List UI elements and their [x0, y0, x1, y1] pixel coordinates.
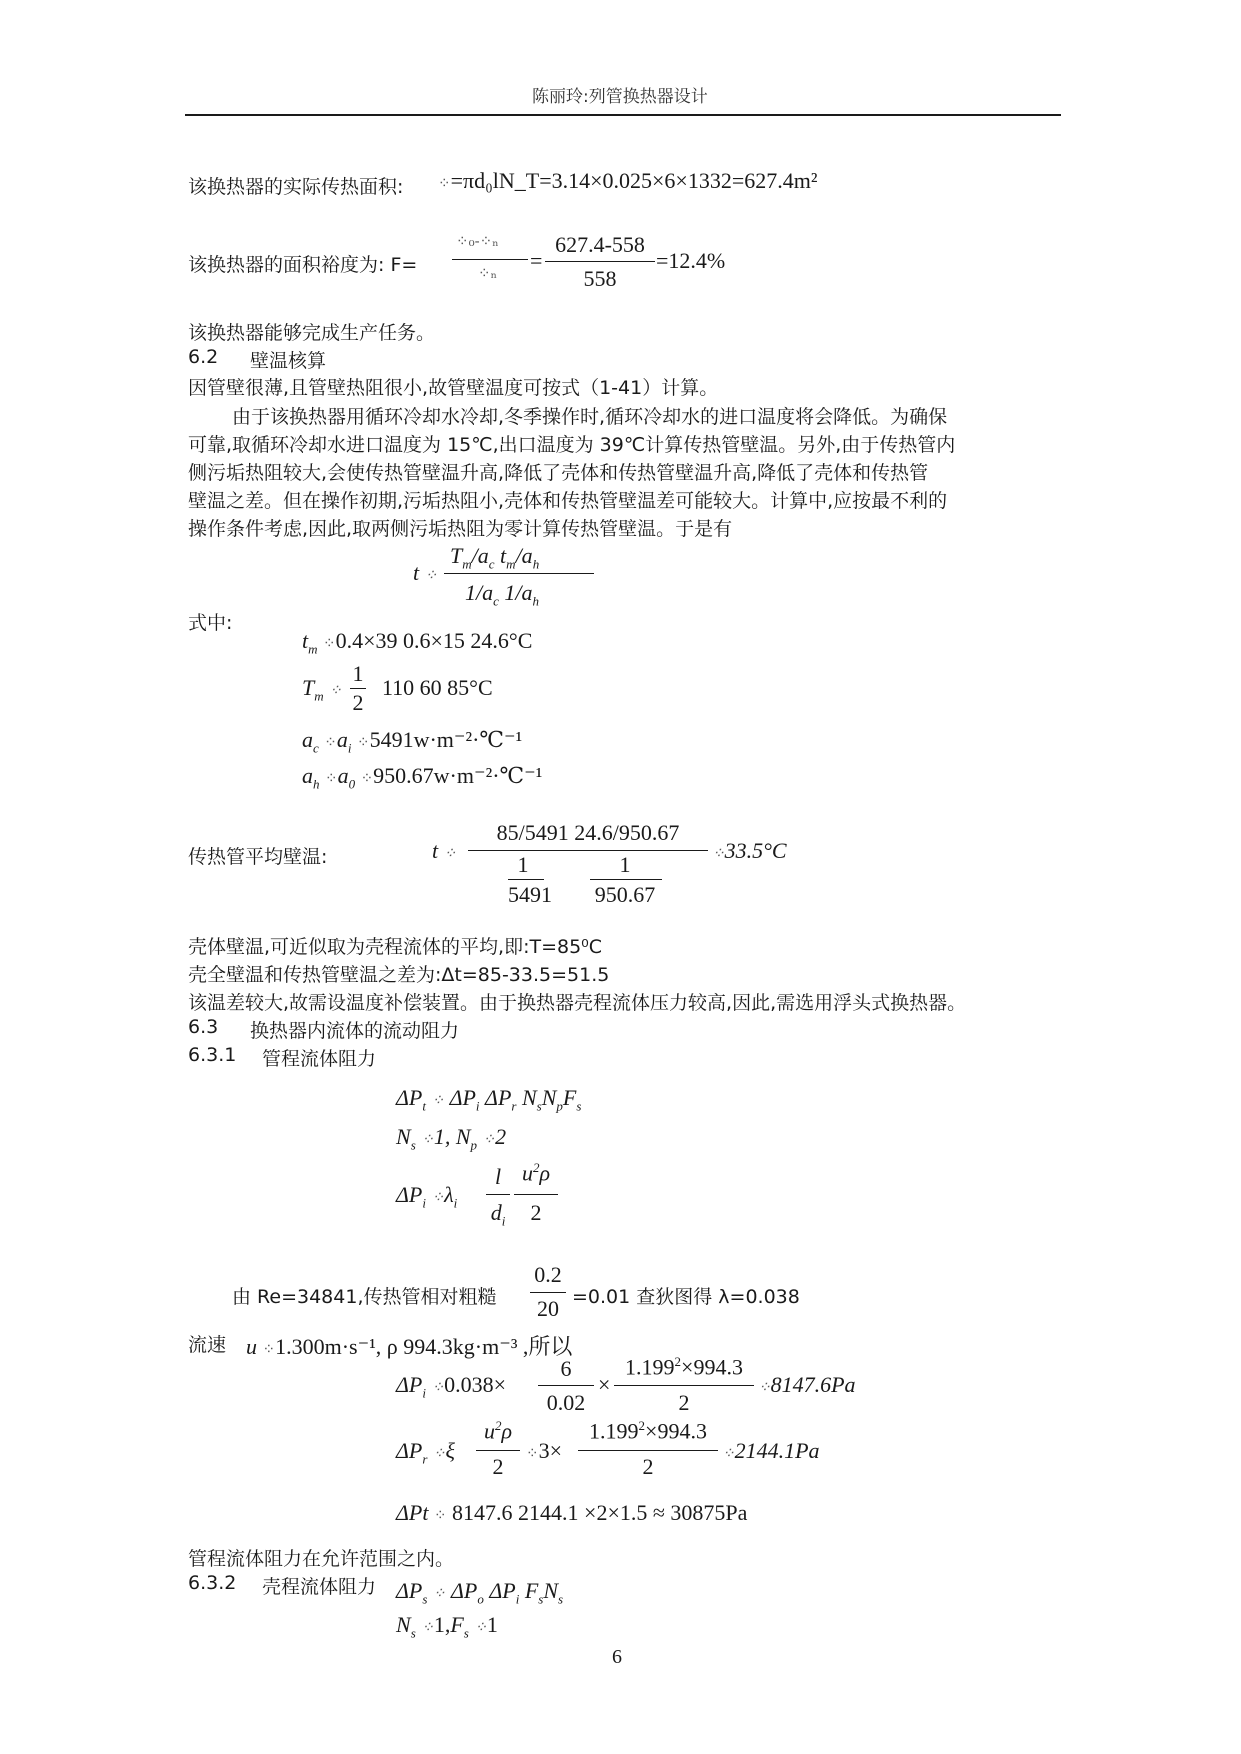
- eq-dPr-result-text: 2144.1Pa: [734, 1438, 820, 1463]
- avg-wall-temp-label: 传热管平均壁温:: [188, 846, 328, 868]
- eq-dPi-calc-result-text: 8147.6Pa: [770, 1372, 856, 1397]
- section-6-3-1-title: 管程流体阻力: [262, 1048, 377, 1070]
- eq-dPr-result: ⁘2144.1Pa: [722, 1438, 820, 1463]
- eq-dPi-calc-002: 0.02: [546, 1390, 586, 1415]
- eq-dPr-u2rho: $u^2\rho$: [483, 1418, 513, 1444]
- margin-eq-sign: =: [530, 248, 543, 273]
- avg-wall-den-b: 950.67: [594, 882, 656, 907]
- section-6-2-p1: 因管壁很薄,且管壁热阻很小,故管壁温度可按式（1-41）计算。: [188, 377, 719, 399]
- wall-temp-formula-lhs: t ⁘: [413, 560, 438, 585]
- section-6-2-title: 壁温核算: [250, 350, 327, 372]
- avg-wall-frac-bar: [468, 850, 708, 851]
- section-6-2-p2-line-5: 操作条件考虑,因此,取两侧污垢热阻为零计算传热管壁温。于是有: [188, 518, 733, 540]
- margin-frac-bar: [545, 261, 655, 262]
- eq-dPr-bar1: [476, 1450, 520, 1451]
- margin-numerator: 627.4-558: [555, 232, 645, 257]
- eq-dPi-u2rho: $u^2\rho$: [521, 1160, 551, 1186]
- section-6-2-p2-line-3: 侧污垢热阻较大,会使传热管壁温升高,降低了壳体和传热管壁温升高,降低了壳体和传热管: [188, 462, 929, 484]
- section-6-2-p2-line-2: 可靠,取循环冷却水进口温度为 15℃,出口温度为 39℃计算传热管壁温。另外,由于传热管内: [188, 434, 956, 456]
- section-6-2-p2-line-1: 由于该换热器用循环冷却水冷却,冬季操作时,循环冷却水的进口温度将会降低。为确保: [232, 406, 948, 428]
- eq-Tm-half-den: 2: [352, 690, 364, 715]
- margin-left-frac-bar: [452, 259, 528, 260]
- eq-dPs-general: $\Delta P_s$ ⁘ $\Delta P_o$ $\Delta P_i$ $F_sN_s$: [396, 1578, 564, 1607]
- section-6-2-number: 6.2: [188, 346, 219, 368]
- eq-Ns-Fs: $N_s$ $⁘1,F_s$ ⁘1: [396, 1612, 498, 1641]
- avg-wall-result: ⁘33.5°C: [712, 838, 787, 863]
- eq-dPi-calc-lhs: $\Delta P_i$ ⁘0.038×: [396, 1372, 506, 1401]
- eq-Tm-half-num: 1: [352, 661, 364, 686]
- page-header-title: 陈丽玲:列管换热器设计: [532, 87, 708, 107]
- eq-dPi-calc-times: ×: [598, 1372, 611, 1397]
- avg-wall-den-a: 5491: [508, 882, 552, 907]
- eq-dPr-num: $1.199^2\times 994.3$: [589, 1418, 707, 1444]
- compensation-advice: 该温差较大,故需设温度补偿装置。由于换热器壳程流体压力较高,因此,需选用浮头式换热器。: [188, 992, 967, 1014]
- margin-garbled-num: ⁘₀-⁘ₙ: [456, 232, 499, 250]
- wall-temp-diff: 壳全壁温和传热管壁温之差为:Δt=85-33.5=51.5: [188, 964, 610, 986]
- margin-garbled-den: ⁘ₙ: [478, 264, 498, 282]
- eq-dPr-three: ⁘3×: [526, 1438, 562, 1463]
- eq-dPi-lhs: $\Delta P_i$ $⁘\lambda_i$: [396, 1182, 458, 1211]
- flow-speed-eq-text: 1.300m·s⁻¹, ρ 994.3kg·m⁻³ ,所以: [275, 1334, 573, 1359]
- eq-ah-text: 950.67w·m⁻²·℃⁻¹: [373, 763, 543, 788]
- eq-ac: $a_c$ $⁘a_i$ ⁘5491w·m⁻²·℃⁻¹: [302, 727, 523, 756]
- section-6-2-p2-line-4: 壁温之差。但在操作初期,污垢热阻小,壳体和传热管壁温差可能较大。计算中,应按最不利的: [188, 490, 948, 512]
- section-6-3-2-title: 壳程流体阻力: [262, 1576, 377, 1598]
- area-label: 该换热器的实际传热面积:: [188, 176, 404, 198]
- eq-tm-text: 0.4×39 0.6×15 24.6°C: [335, 628, 533, 653]
- roughness-num: 0.2: [534, 1262, 562, 1287]
- avg-wall-result-text: 33.5°C: [724, 838, 787, 863]
- area-formula: [438, 168, 817, 194]
- eq-dPi-calc-bar2: [614, 1385, 754, 1386]
- roughness-den: 20: [537, 1296, 559, 1321]
- eq-dPi-two: 2: [530, 1200, 542, 1225]
- eq-dPr-two1: 2: [492, 1454, 504, 1479]
- eq-dPi-calc-num: $1.199^2\times 994.3$: [625, 1354, 743, 1380]
- wall-temp-formula-num: $T_m/a_c$ $t_m/a_h$: [450, 543, 540, 572]
- avg-wall-den-bar-a: [508, 879, 544, 880]
- eq-Tm-half-bar: [350, 688, 366, 689]
- avg-wall-den-bar-b: [590, 879, 662, 880]
- margin-result: =12.4%: [656, 248, 726, 273]
- section-6-3-title: 换热器内流体的流动阻力: [250, 1020, 460, 1042]
- eq-ac-text: 5491w·m⁻²·℃⁻¹: [369, 727, 523, 752]
- area-margin-label: 该换热器的面积裕度为: F=: [188, 254, 418, 276]
- tube-resistance-conclusion: 管程流体阻力在允许范围之内。: [188, 1548, 455, 1570]
- avg-wall-den-one-a: 1: [517, 852, 529, 877]
- header-rule: [185, 114, 1061, 116]
- eq-tm: $t_m$ ⁘0.4×39 0.6×15 24.6°C: [302, 628, 533, 657]
- eq-dPi-d: $d_i$: [490, 1200, 506, 1229]
- margin-denominator: 558: [583, 266, 617, 291]
- roughness-bar: [530, 1292, 566, 1293]
- eq-dPi-calc-result: ⁘8147.6Pa: [758, 1372, 856, 1397]
- section-6-3-number: 6.3: [188, 1016, 219, 1038]
- eq-dPt-calc-text: 8147.6 2144.1 ×2×1.5 ≈ 30875Pa: [452, 1500, 748, 1525]
- section-6-3-1-number: 6.3.1: [188, 1044, 237, 1066]
- eq-dPr-two2: 2: [642, 1454, 654, 1479]
- where-label: 式中:: [188, 612, 233, 634]
- area-formula-text: =πd₀lN_T=3.14×0.025×6×1332=627.4m²: [450, 168, 818, 193]
- page-number: 6: [612, 1646, 622, 1668]
- eq-dPi-calc-bar1: [538, 1385, 594, 1386]
- shell-wall-temp: 壳体壁温,可近似取为壳程流体的平均,即:T=85⁰C: [188, 936, 603, 958]
- eq-dPi-l: l: [494, 1164, 502, 1189]
- roughness-tail: =0.01 查狄图得 λ=0.038: [572, 1286, 800, 1308]
- wall-temp-frac-bar: [444, 573, 594, 574]
- eq-dPt-calc: ΔPt ⁘ 8147.6 2144.1 ×2×1.5 ≈ 30875Pa: [396, 1500, 748, 1525]
- wall-temp-formula-den: $1/a_c$ $1/a_h$: [465, 580, 540, 609]
- eq-dPi-u2rho-bar: [514, 1194, 558, 1195]
- flow-speed-eq: u ⁘1.300m·s⁻¹, ρ 994.3kg·m⁻³ ,所以: [246, 1334, 573, 1359]
- section-6-3-2-number: 6.3.2: [188, 1572, 237, 1594]
- reynolds-text: 由 Re=34841,传热管相对粗糙: [232, 1286, 497, 1308]
- eq-Tm-lhs: $T_m$ ⁘: [302, 675, 342, 704]
- area-conclusion: 该换热器能够完成生产任务。: [188, 322, 436, 344]
- eq-dPr-lhs: $\Delta P_r$ ⁘ξ: [396, 1438, 455, 1467]
- eq-ah: $a_h$ $⁘a_0$ ⁘950.67w·m⁻²·℃⁻¹: [302, 763, 543, 792]
- eq-dPi-calc-six: 6: [560, 1356, 572, 1381]
- eq-Ns-Np: $N_s$ ⁘1, $N_p$ ⁘2: [396, 1124, 507, 1153]
- avg-wall-den-one-b: 1: [619, 852, 631, 877]
- eq-Tm-rhs: 110 60 85°C: [382, 675, 493, 700]
- eq-dPi-calc-two: 2: [678, 1390, 690, 1415]
- eq-dPi-ld-bar: [486, 1194, 510, 1195]
- eq-dPr-bar2: [578, 1450, 718, 1451]
- avg-wall-num: 85/5491 24.6/950.67: [496, 820, 680, 845]
- flow-speed-label: 流速: [188, 1334, 227, 1356]
- eq-dPt-general: $\Delta P_t$ ⁘ $\Delta P_i$ $\Delta P_r$ $N_sN_pF_s$: [396, 1085, 582, 1114]
- avg-wall-lhs: t ⁘: [432, 838, 457, 863]
- garbled-glyph: ⁘: [438, 176, 451, 192]
